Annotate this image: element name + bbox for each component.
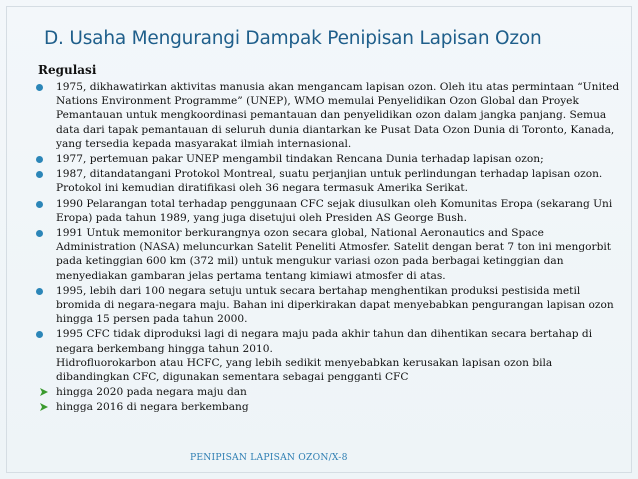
list-item-text: 1987, ditandatangani Protokol Montreal, suatu perjanjian untuk perlindungan terhadap lapisan ozon. Protokol ini kemudian diratifikasi oleh 36 negara termasuk Amerika Serikat. [56, 168, 603, 195]
list-item-text: 1995, lebih dari 100 negara setuju untuk secara bertahap menghentikan produksi pestisida metil bromida di negara-negara maju. Bahan ini diperkirakan dapat menyebabkan pengurangan lapisan ozon hingga 15 persen pada tahun 2000. [56, 284, 614, 326]
list-item [36, 80, 626, 151]
list-item [36, 327, 626, 384]
list-item-text: 1991 Untuk memonitor berkurangnya ozon secara global, National Aeronautics and Space Administration (NASA) meluncurkan Satelit Peneliti Atmosfer. Satelit dengan berat 7 ton ini mengorbit pada ketinggian 600 km (372 mil) untuk mengukur variasi ozon pada berbagai ketinggian dan menyediakan gambaran jelas pertama tentang kimiawi atmosfer di atas. [56, 227, 612, 282]
list-item [36, 284, 626, 327]
arrow-right-icon [38, 400, 50, 414]
bullet-icon [36, 84, 43, 91]
section-heading: Regulasi [38, 63, 97, 77]
content-body [36, 80, 626, 416]
list-item [36, 152, 626, 166]
sub-list-item [36, 400, 626, 414]
bullet-icon [36, 230, 43, 237]
list-item-extra-text: Hidrofluorokarbon atau HCFC, yang lebih sedikit menyebabkan kerusakan lapisan ozon bila dibandingkan CFC, digunakan sementara sebagai pengganti CFC [56, 356, 553, 384]
list-item-text: 1995 CFC tidak diproduksi lagi di negara maju pada akhir tahun dan dihentikan secara bertahap di negara berkembang hingga tahun 2010. [56, 328, 593, 355]
page-title: D. Usaha Mengurangi Dampak Penipisan Lapisan Ozon [44, 28, 542, 49]
sub-list-item-text: hingga 2016 di negara berkembang [56, 401, 249, 414]
list-item-text: 1975, dikhawatirkan aktivitas manusia akan mengancam lapisan ozon. Oleh itu atas permintaan “United Nations Environment Programme” (UNEP), WMO memulai Penyelidikan Ozon Global dan Proyek Pemantauan untuk mengkoordinasi pemantauan dan penyelidikan ozon dalam jangka panjang. Semua data dari tapak pemantauan di seluruh dunia diantarkan ke Pusat Data Ozon Dunia di Toronto, Kanada, yang tersedia kepada masyarakat ilmiah internasional. [56, 81, 620, 150]
sub-list-item [36, 385, 626, 399]
arrow-right-icon [38, 385, 50, 399]
list-item [36, 226, 626, 283]
bullet-icon [36, 156, 43, 163]
bullet-icon [36, 331, 43, 338]
bullet-icon [36, 171, 43, 178]
list-item [36, 197, 626, 225]
list-item [36, 167, 626, 195]
sub-list-item-text: hingga 2020 pada negara maju dan [56, 386, 247, 399]
list-item-text: 1977, pertemuan pakar UNEP mengambil tindakan Rencana Dunia terhadap lapisan ozon; [56, 153, 544, 166]
footer-text: PENIPISAN LAPISAN OZON/X-8 [190, 452, 348, 463]
bullet-icon [36, 201, 43, 208]
list-item-text: 1990 Pelarangan total terhadap penggunaan CFC sejak diusulkan oleh Komunitas Eropa (sekarang Uni Eropa) pada tahun 1989, yang juga disetujui oleh Presiden AS George Bush. [56, 197, 613, 224]
bullet-icon [36, 288, 43, 295]
